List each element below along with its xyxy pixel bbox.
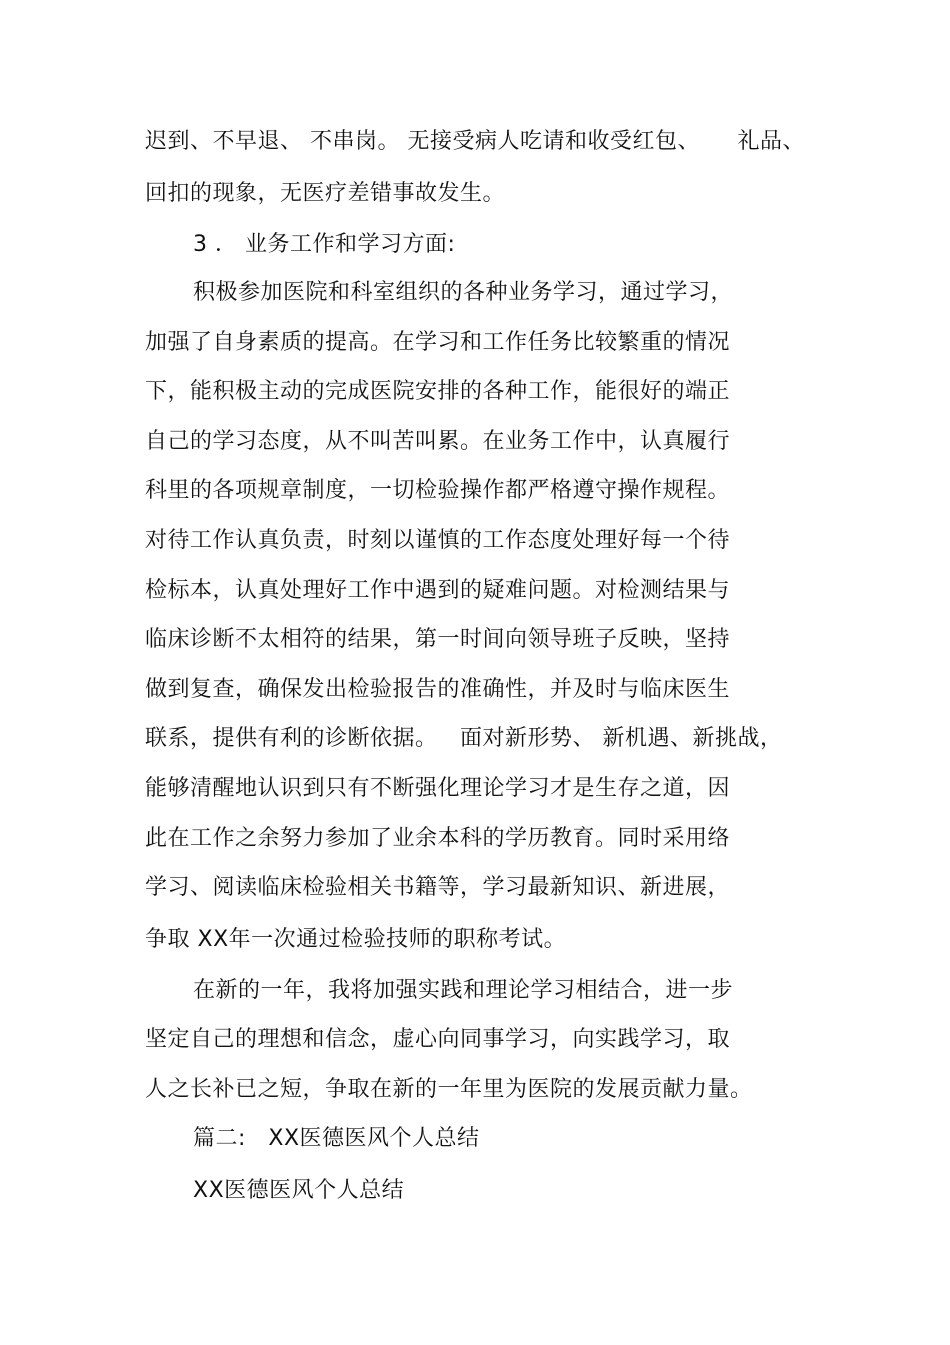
- paragraph-line: 联系，提供有利的诊断依据。 面对新形势、 新机遇、新挑战，: [145, 726, 783, 751]
- paragraph-line: 坚定自己的理想和信念，虚心向同事学习，向实践学习，取: [145, 1027, 731, 1052]
- paragraph-line: 积极参加医院和科室组织的各种业务学习，通过学习，: [193, 280, 734, 305]
- paragraph-line: 在新的一年，我将加强实践和理论学习相结合，进一步: [193, 978, 734, 1003]
- paragraph-line: 对待工作认真负责，时刻以谨慎的工作态度处理好每一个待: [145, 528, 731, 553]
- paragraph-line: 此在工作之余努力参加了业余本科的学历教育。同时采用络: [145, 826, 731, 851]
- section-heading: 3 ． 业务工作和学习方面:: [193, 232, 456, 257]
- paragraph-line: 能够清醒地认识到只有不断强化理论学习才是生存之道，因: [145, 776, 731, 801]
- paragraph-line: 加强了自身素质的提高。在学习和工作任务比较繁重的情况: [145, 330, 731, 355]
- paragraph-line: 学习、阅读临床检验相关书籍等，学习最新知识、新进展，: [145, 875, 731, 900]
- paragraph-line: 做到复查，确保发出检验报告的准确性，并及时与临床医生: [145, 677, 731, 702]
- paragraph-line: 自己的学习态度，从不叫苦叫累。在业务工作中，认真履行: [145, 429, 731, 454]
- paragraph-line: 人之长补已之短，争取在新的一年里为医院的发展贡献力量。: [145, 1077, 753, 1102]
- paragraph-line: 临床诊断不太相符的结果，第一时间向领导班子反映，坚持: [145, 627, 731, 652]
- section-heading: 篇二: XX医德医风个人总结: [193, 1126, 480, 1151]
- paragraph-line: 迟到、不早退、 不串岗。 无接受病人吃请和收受红包、 礼品、: [145, 129, 805, 154]
- paragraph-line: 回扣的现象，无医疗差错事故发生。: [145, 181, 506, 206]
- paragraph-line: 科里的各项规章制度，一切检验操作都严格遵守操作规程。: [145, 478, 731, 503]
- paragraph-line: 下，能积极主动的完成医院安排的各种工作，能很好的端正: [145, 379, 731, 404]
- paragraph-line: 争取 XX年一次通过检验技师的职称考试。: [145, 927, 567, 952]
- paragraph-line: 检标本，认真处理好工作中遇到的疑难问题。对检测结果与: [145, 578, 731, 603]
- document-title: XX医德医风个人总结: [193, 1178, 405, 1203]
